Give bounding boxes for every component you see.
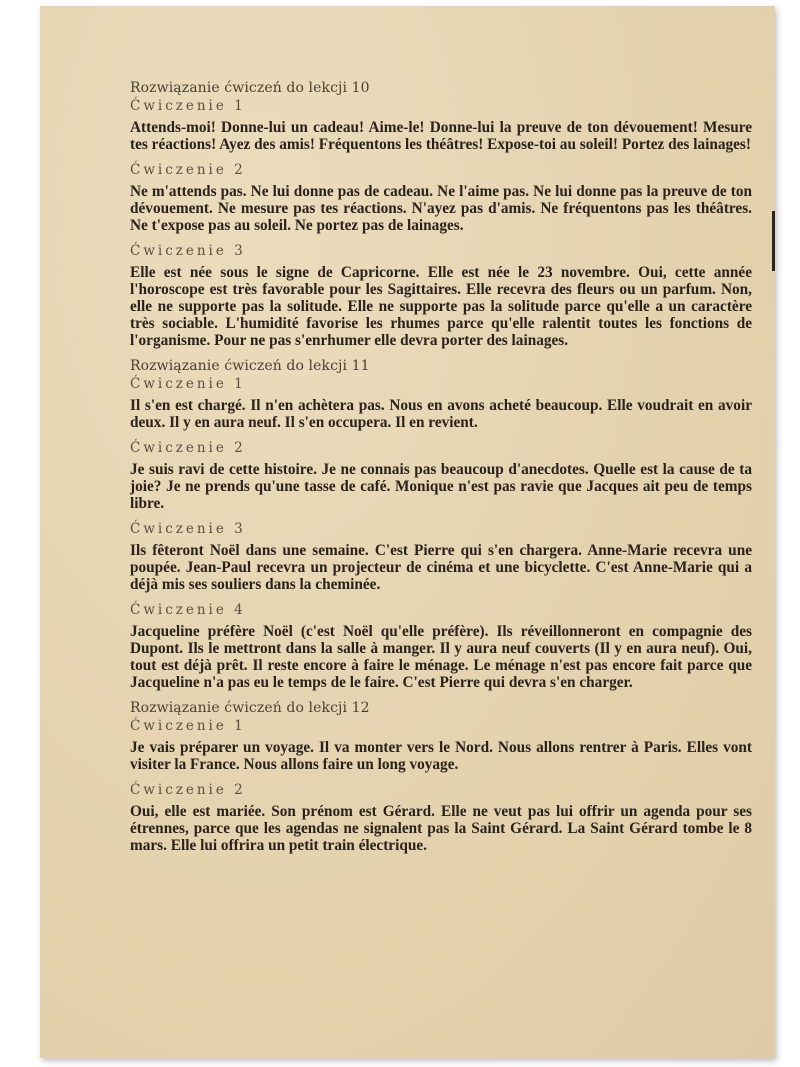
exercise-title: Ćwiczenie 3: [130, 521, 246, 537]
document-page: [40, 6, 775, 1058]
exercise-title: Ćwiczenie 2: [130, 440, 246, 456]
exercise-text: Je vais préparer un voyage. Il va monter vers le Nord. Nous allons rentrer à Paris. Elles vont visiter la France. Nous allons faire un long voyage.: [130, 739, 752, 773]
lesson-header: Rozwiązanie ćwiczeń do lekcji 11: [130, 358, 370, 374]
exercise-text: Ne m'attends pas. Ne lui donne pas de cadeau. Ne l'aime pas. Ne lui donne pas la preuve de ton dévouement. Ne mesure pas tes réactions. N'ayez pas d'amis. Ne fréquentons pas les théâtres. Ne t'expose pas au soleil. Ne portez pas de lainages.: [130, 183, 752, 234]
exercise-title: Ćwiczenie 1: [130, 98, 246, 114]
page-content: [130, 80, 752, 863]
lesson-11-section: [130, 358, 752, 691]
exercise-title: Ćwiczenie 1: [130, 376, 246, 392]
exercise-text: Elle est née sous le signe de Capricorne. Elle est née le 23 novembre. Oui, cette année l'horoscope est très favorable pour les Sagittaires. Elle recevra des fleurs ou un parfum. Non, elle ne supporte pas la solitude. Elle ne supporte pas la solitude parce qu'elle a un caractère très sociable. L'humidité favorise les rhumes parce qu'elle ralentit toutes les fonctions de l'organisme. Pour ne pas s'enrhumer elle devra porter des lainages.: [130, 264, 752, 349]
page-edge-mark: [772, 211, 775, 271]
exercise-text: Il s'en est chargé. Il n'en achètera pas. Nous en avons acheté beaucoup. Elle voudrait en avoir deux. Il y en aura neuf. Il s'en occupera. Il en revient.: [130, 397, 752, 431]
exercise-title: Ćwiczenie 1: [130, 718, 246, 734]
lesson-header: Rozwiązanie ćwiczeń do lekcji 12: [130, 700, 370, 716]
exercise-text: Je suis ravi de cette histoire. Je ne connais pas beaucoup d'anecdotes. Quelle est la cause de ta joie? Je ne prends qu'une tasse de café. Monique n'est pas ravie que Jacques ait peu de temps libre.: [130, 461, 752, 512]
exercise-title: Ćwiczenie 2: [130, 162, 246, 178]
exercise-title: Ćwiczenie 3: [130, 243, 246, 259]
exercise-text: Ils fêteront Noël dans une semaine. C'est Pierre qui s'en chargera. Anne-Marie recevra une poupée. Jean-Paul recevra un projecteur de cinéma et une bicyclette. C'est Anne-Marie qui a déjà mis ses souliers dans la cheminée.: [130, 542, 752, 593]
exercise-title: Ćwiczenie 2: [130, 782, 246, 798]
exercise-text: Oui, elle est mariée. Son prénom est Gérard. Elle ne veut pas lui offrir un agenda pour ses étrennes, parce que les agendas ne signalent pas la Saint Gérard. La Saint Gérard tombe le 8 mars. Elle lui offrira un petit train électrique.: [130, 803, 752, 854]
lesson-10-section: [130, 80, 752, 349]
exercise-title: Ćwiczenie 4: [130, 602, 246, 618]
lesson-header: Rozwiązanie ćwiczeń do lekcji 10: [130, 80, 370, 96]
lesson-12-section: [130, 700, 752, 854]
exercise-text: Attends-moi! Donne-lui un cadeau! Aime-le! Donne-lui la preuve de ton dévouement! Mesure tes réactions! Ayez des amis! Fréquentons les théâtres! Expose-toi au soleil! Portez des lainages!: [130, 119, 752, 153]
exercise-text: Jacqueline préfère Noël (c'est Noël qu'elle préfère). Ils réveillonneront en compagnie des Dupont. Ils le mettront dans la salle à manger. Il y aura neuf couverts (Il y en aura neuf). Oui, tout est déjà prêt. Il reste encore à faire le ménage. Le ménage n'est pas encore fait parce que Jacqueline n'a pas eu le temps de le faire. C'est Pierre qui devra s'en charger.: [130, 623, 752, 691]
